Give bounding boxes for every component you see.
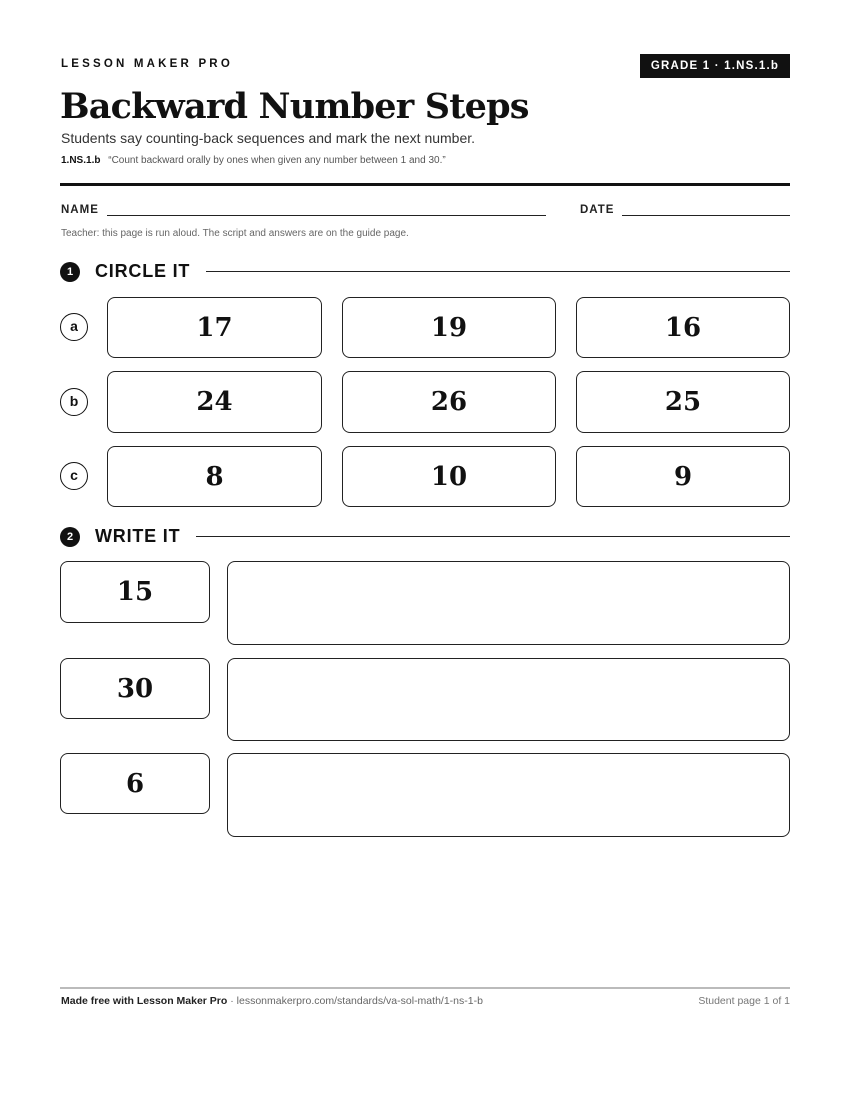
- row-letter-a: a: [60, 313, 88, 341]
- section-divider: [196, 536, 790, 537]
- brand-name: LESSON MAKER PRO: [61, 58, 233, 70]
- choice-box[interactable]: 8: [107, 446, 322, 507]
- footer-divider: [60, 987, 790, 989]
- standard-text: “Count backward orally by ones when given any number between 1 and 30.”: [108, 155, 446, 166]
- page-title: Backward Number Steps: [60, 86, 529, 127]
- choice-box[interactable]: 17: [107, 297, 322, 358]
- standard-code: 1.NS.1.b: [61, 155, 101, 166]
- prompt-number-box: 15: [60, 561, 210, 623]
- section-number-badge: 1: [60, 262, 80, 282]
- footer-made-with: Made free with Lesson Maker Pro: [61, 995, 228, 1007]
- row-letter-c: c: [60, 462, 88, 490]
- choice-box[interactable]: 19: [342, 297, 556, 358]
- answer-box[interactable]: [227, 561, 790, 645]
- name-field[interactable]: [107, 215, 546, 216]
- choice-box[interactable]: 25: [576, 371, 790, 433]
- section-title: CIRCLE IT: [95, 261, 191, 281]
- footer-separator: ·: [227, 995, 237, 1007]
- answer-box[interactable]: [227, 658, 790, 741]
- choice-box[interactable]: 9: [576, 446, 790, 507]
- section-write-it-header: [60, 526, 790, 547]
- section-title: WRITE IT: [95, 526, 181, 546]
- prompt-number-box: 30: [60, 658, 210, 719]
- choice-box[interactable]: 16: [576, 297, 790, 358]
- answer-box[interactable]: [227, 753, 790, 837]
- section-divider: [206, 271, 790, 272]
- choice-box[interactable]: 24: [107, 371, 322, 433]
- page-subtitle: Students say counting-back sequences and mark the next number.: [61, 130, 476, 146]
- choice-box[interactable]: 10: [342, 446, 556, 507]
- date-label: DATE: [580, 204, 615, 216]
- choice-box[interactable]: 26: [342, 371, 556, 433]
- teacher-note: Teacher: this page is run aloud. The script and answers are on the guide page.: [61, 228, 409, 239]
- row-letter-b: b: [60, 388, 88, 416]
- section-number-badge: 2: [60, 527, 80, 547]
- footer-url[interactable]: lessonmakerpro.com/standards/va-sol-math/1-ns-1-b: [236, 995, 483, 1007]
- section-circle-it-header: [60, 261, 790, 282]
- name-label: NAME: [61, 204, 99, 216]
- standard-line: [61, 155, 446, 166]
- grade-badge: GRADE 1 · 1.NS.1.b: [640, 54, 790, 78]
- date-field[interactable]: [622, 215, 790, 216]
- footer-page-label: Student page 1 of 1: [698, 995, 790, 1007]
- header-divider: [60, 183, 790, 186]
- prompt-number-box: 6: [60, 753, 210, 814]
- footer-credit: [61, 995, 483, 1007]
